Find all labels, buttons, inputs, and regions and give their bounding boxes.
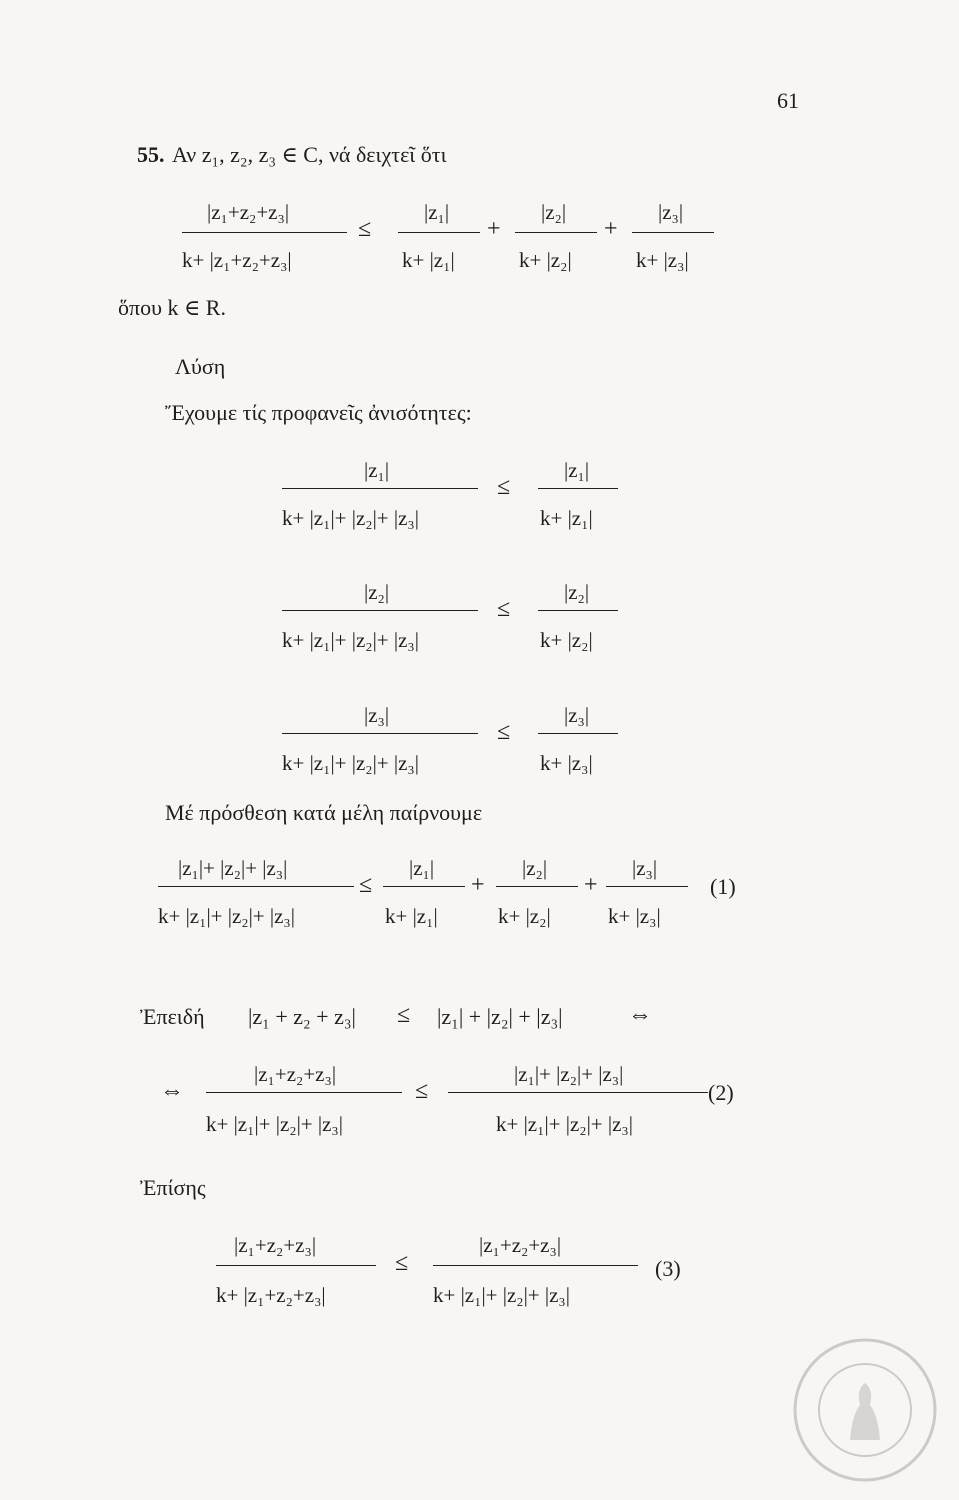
fraction — [448, 1062, 708, 1142]
numerator: |z₁| — [364, 458, 390, 482]
denominator: k+ |z₁| — [385, 904, 438, 928]
solution-since: Ἐπειδή — [140, 1004, 205, 1029]
leq-sign: ≤ — [497, 596, 511, 622]
fraction-bar — [398, 232, 480, 233]
denominator: k+ |z₁| — [402, 248, 455, 272]
numerator: |z₁|+ |z₂|+ |z₃| — [514, 1062, 624, 1086]
denominator: k+ |z₂| — [519, 248, 572, 272]
leq-sign: ≤ — [497, 474, 511, 500]
leq-sign: ≤ — [358, 216, 372, 242]
denominator: k+ |z₁|+ |z₂|+ |z₃| — [496, 1112, 633, 1136]
fraction-bar — [216, 1265, 376, 1266]
fraction-bar — [606, 886, 688, 887]
fraction — [606, 856, 688, 936]
problem-number: 55. — [137, 142, 165, 167]
iff-sign: ⇔ — [628, 1002, 652, 1028]
solution-intro: Ἔχουμε τίς προφανεῖς ἀνισότητες: — [165, 400, 472, 425]
plus-sign: + — [604, 216, 618, 242]
plus-sign: + — [584, 872, 598, 898]
fraction-bar — [282, 610, 478, 611]
fraction-bar — [158, 886, 354, 887]
denominator: k+ |z₁+z₂+z₃| — [182, 248, 292, 272]
problem-condition: ὅπου k ∈ R. — [118, 295, 226, 320]
fraction-bar — [632, 232, 714, 233]
fraction — [216, 1233, 376, 1313]
numerator: |z₁+z₂+z₃| — [479, 1233, 562, 1257]
numerator: |z₁|+ |z₂|+ |z₃| — [178, 856, 288, 880]
leq-sign: ≤ — [397, 1002, 411, 1028]
denominator: k+ |z₁|+ |z₂|+ |z₃| — [433, 1283, 570, 1307]
library-stamp — [790, 1335, 940, 1485]
leq-sign: ≤ — [497, 719, 511, 745]
leq-sign: ≤ — [359, 872, 373, 898]
fraction-bar — [282, 488, 478, 489]
fraction — [398, 200, 480, 280]
numerator: |z₃| — [632, 856, 658, 880]
leq-sign: ≤ — [395, 1250, 409, 1276]
fraction — [538, 703, 618, 783]
denominator: k+ |z₃| — [540, 751, 593, 775]
numerator: |z₂| — [541, 200, 567, 224]
numerator: |z₂| — [522, 856, 548, 880]
plus-sign: + — [487, 216, 501, 242]
numerator: |z₁+z₂+z₃| — [207, 200, 290, 224]
numerator: |z₁| — [424, 200, 450, 224]
fraction-bar — [538, 488, 618, 489]
equation-label-3: (3) — [655, 1256, 681, 1281]
fraction-bar — [182, 232, 347, 233]
numerator: |z₁| — [409, 856, 435, 880]
solution-also: Ἐπίσης — [140, 1175, 206, 1200]
fraction-bar — [282, 733, 478, 734]
page-number: 61 — [777, 88, 799, 113]
fraction-bar — [448, 1092, 708, 1093]
fraction — [158, 856, 354, 936]
numerator: |z₃| — [658, 200, 684, 224]
fraction — [282, 703, 478, 783]
leq-sign: ≤ — [415, 1078, 429, 1104]
fraction-bar — [538, 610, 618, 611]
denominator: k+ |z₁+z₂+z₃| — [216, 1283, 326, 1307]
fraction-bar — [206, 1092, 402, 1093]
solution-heading: Λύση — [175, 354, 226, 379]
numerator: |z₃| — [564, 703, 590, 727]
fraction-bar — [538, 733, 618, 734]
numerator: |z₂| — [564, 580, 590, 604]
equation-label-1: (1) — [710, 874, 736, 899]
sum-abs-expression: |z₁| + |z₂| + |z₃| — [437, 1004, 563, 1029]
fraction — [182, 200, 347, 280]
fraction — [538, 458, 618, 538]
equation-label-2: (2) — [708, 1080, 734, 1105]
denominator: k+ |z₁|+ |z₂|+ |z₃| — [282, 628, 419, 652]
numerator: |z₁+z₂+z₃| — [234, 1233, 317, 1257]
fraction-bar — [383, 886, 465, 887]
numerator: |z₂| — [364, 580, 390, 604]
fraction-bar — [515, 232, 597, 233]
denominator: k+ |z₁|+ |z₂|+ |z₃| — [282, 751, 419, 775]
denominator: k+ |z₂| — [498, 904, 551, 928]
numerator: |z₃| — [364, 703, 390, 727]
denominator: k+ |z₁|+ |z₂|+ |z₃| — [158, 904, 295, 928]
fraction — [282, 458, 478, 538]
fraction — [282, 580, 478, 660]
denominator: k+ |z₂| — [540, 628, 593, 652]
problem-statement: Αν z₁, z₂, z₃ ∈ C, νά δειχτεῖ ὅτι — [172, 142, 447, 167]
denominator: k+ |z₃| — [608, 904, 661, 928]
solution-adding: Μέ πρόσθεση κατά μέλη παίρνουμε — [165, 800, 483, 825]
fraction — [538, 580, 618, 660]
denominator: k+ |z₃| — [636, 248, 689, 272]
plus-sign: + — [471, 872, 485, 898]
numerator: |z₁+z₂+z₃| — [254, 1062, 337, 1086]
denominator: k+ |z₁| — [540, 506, 593, 530]
fraction — [632, 200, 714, 280]
iff-sign: ⇔ — [160, 1078, 184, 1104]
fraction-bar — [433, 1265, 638, 1266]
numerator: |z₁| — [564, 458, 590, 482]
fraction — [206, 1062, 402, 1142]
fraction — [433, 1233, 638, 1313]
fraction — [383, 856, 465, 936]
fraction — [496, 856, 578, 936]
denominator: k+ |z₁|+ |z₂|+ |z₃| — [206, 1112, 343, 1136]
denominator: k+ |z₁|+ |z₂|+ |z₃| — [282, 506, 419, 530]
fraction-bar — [496, 886, 578, 887]
abs-sum-expression: |z₁ + z₂ + z₃| — [248, 1004, 356, 1029]
fraction — [515, 200, 597, 280]
